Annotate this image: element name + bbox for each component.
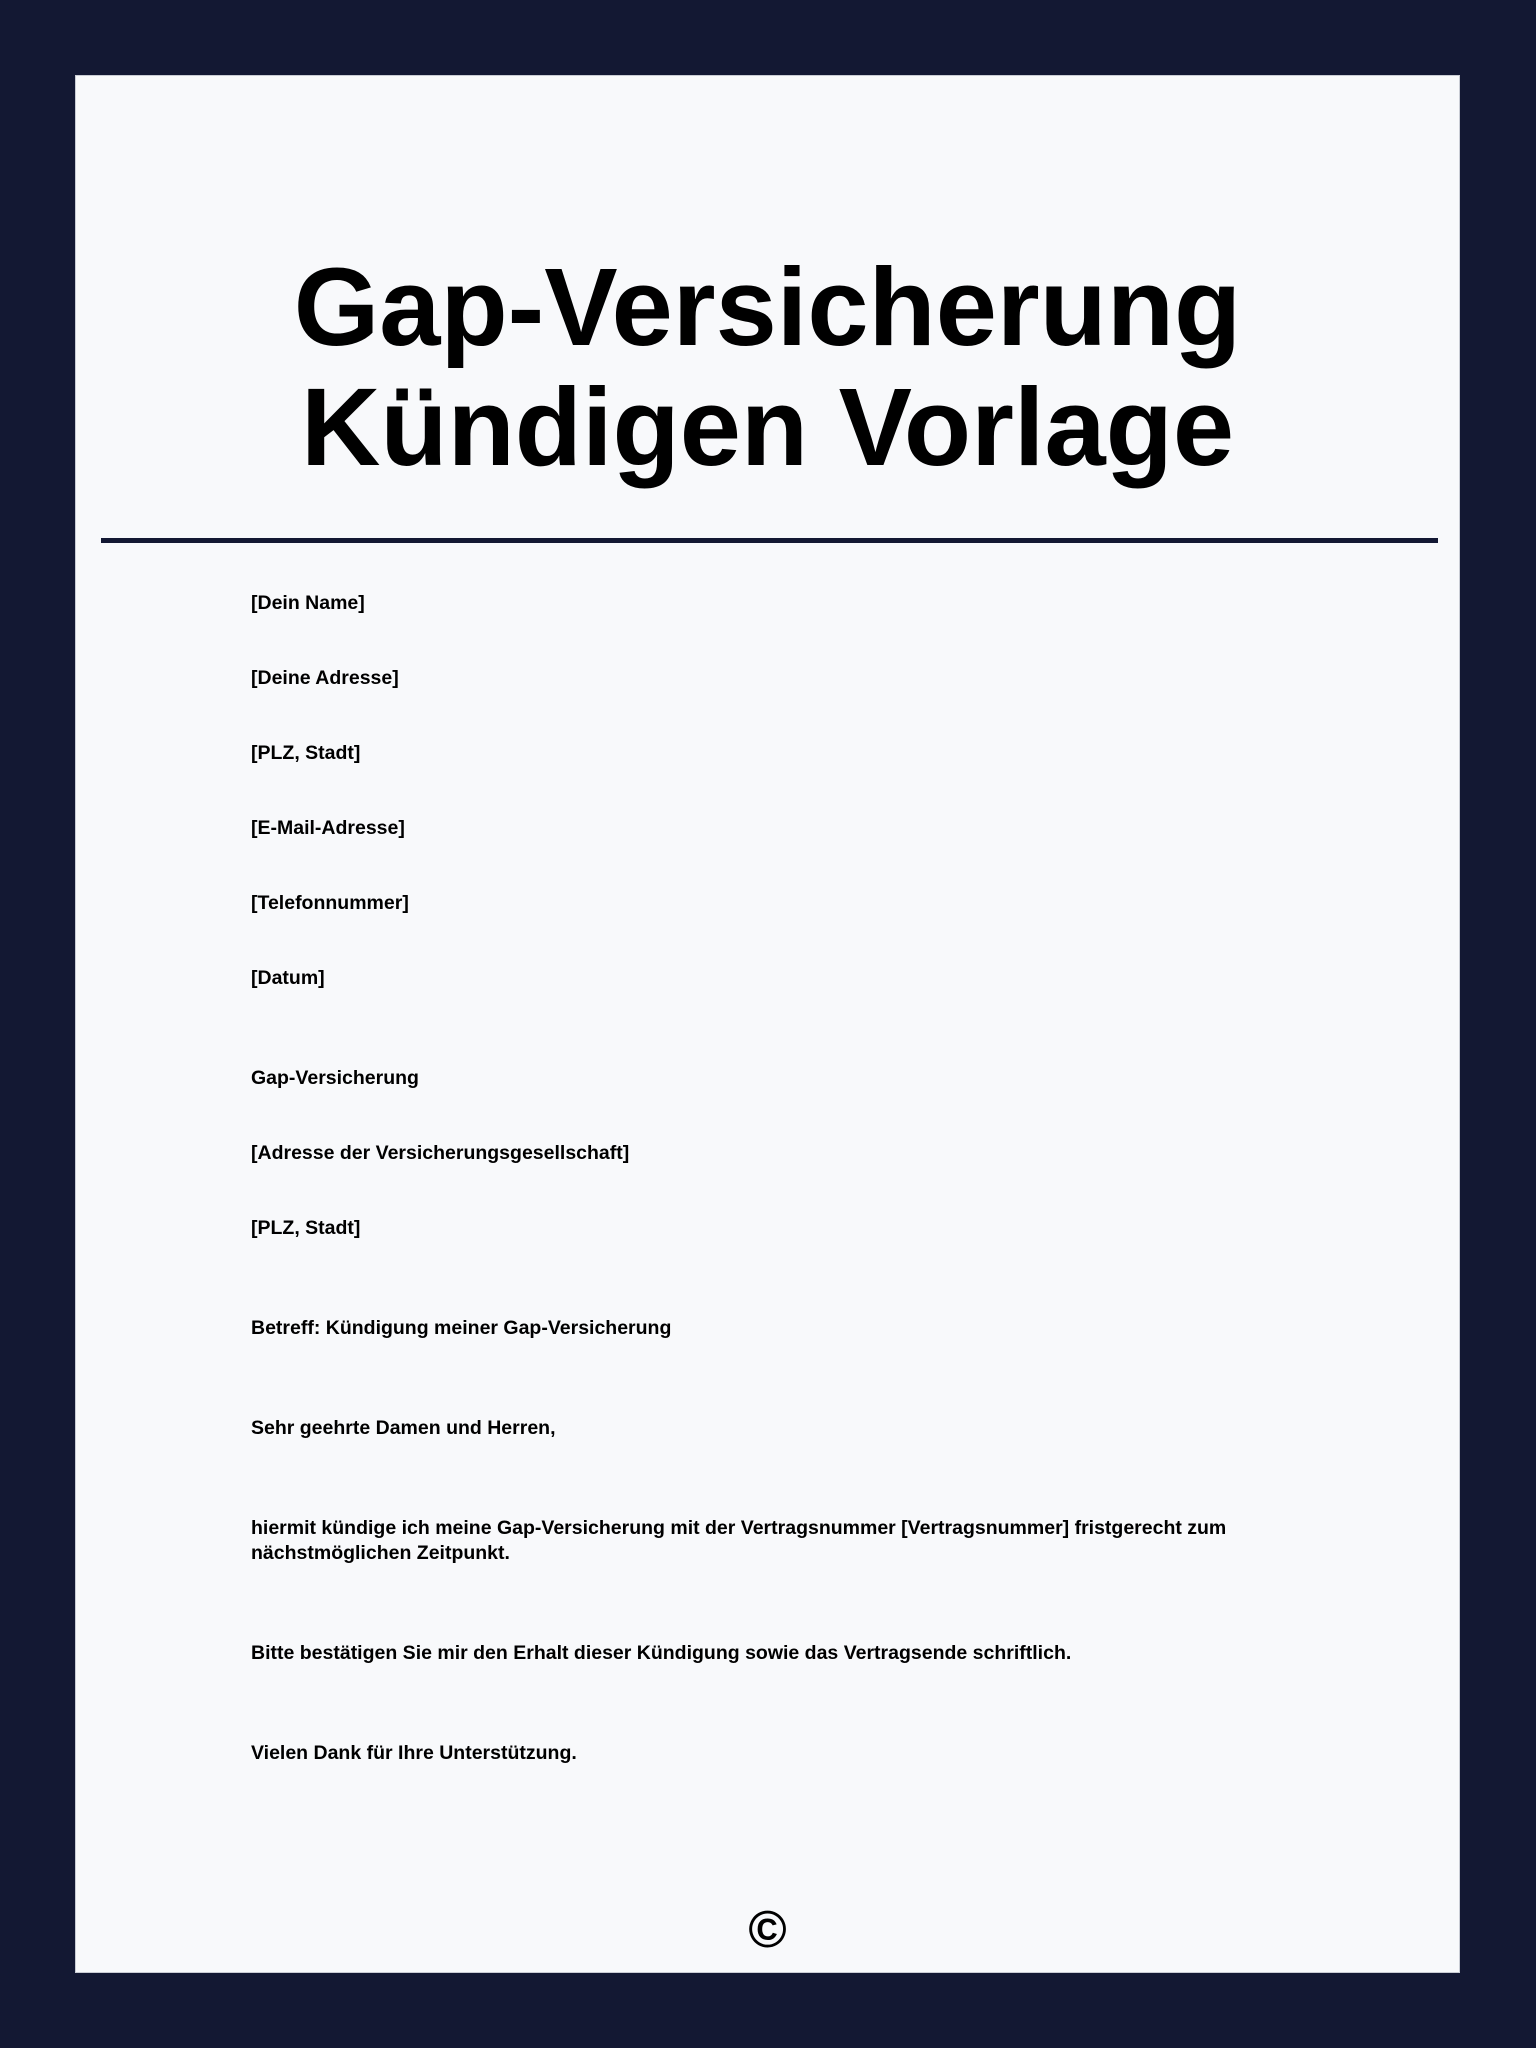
letter-paragraph-confirmation: Bitte bestätigen Sie mir den Erhalt dieser Kündigung sowie das Vertragsende schriftlich. bbox=[251, 1642, 1072, 1664]
sender-phone: [Telefonnummer] bbox=[251, 892, 409, 914]
recipient-company: Gap-Versicherung bbox=[251, 1067, 419, 1089]
sender-email: [E-Mail-Adresse] bbox=[251, 817, 405, 839]
recipient-address: [Adresse der Versicherungsgesellschaft] bbox=[251, 1142, 630, 1164]
recipient-city: [PLZ, Stadt] bbox=[251, 1217, 361, 1239]
sender-name: [Dein Name] bbox=[251, 592, 365, 614]
sender-city: [PLZ, Stadt] bbox=[251, 742, 361, 764]
sender-address: [Deine Adresse] bbox=[251, 667, 399, 689]
letter-paragraph-termination: hiermit kündige ich meine Gap-Versicherung mit der Vertragsnummer [Vertragsnummer] fristgerecht zum nächstmöglichen Zeitpunkt. bbox=[251, 1517, 1227, 1564]
document-title: Gap-Versicherung Kündigen Vorlage bbox=[293, 246, 1242, 489]
copyright-symbol: © bbox=[748, 1901, 787, 1959]
letter-paragraph-thanks: Vielen Dank für Ihre Unterstützung. bbox=[251, 1742, 577, 1764]
document-sheet bbox=[75, 75, 1460, 1973]
letter-salutation: Sehr geehrte Damen und Herren, bbox=[251, 1417, 556, 1439]
letter-date: [Datum] bbox=[251, 967, 325, 989]
title-divider bbox=[101, 538, 1438, 543]
letter-subject: Betreff: Kündigung meiner Gap-Versicherung bbox=[251, 1317, 672, 1339]
